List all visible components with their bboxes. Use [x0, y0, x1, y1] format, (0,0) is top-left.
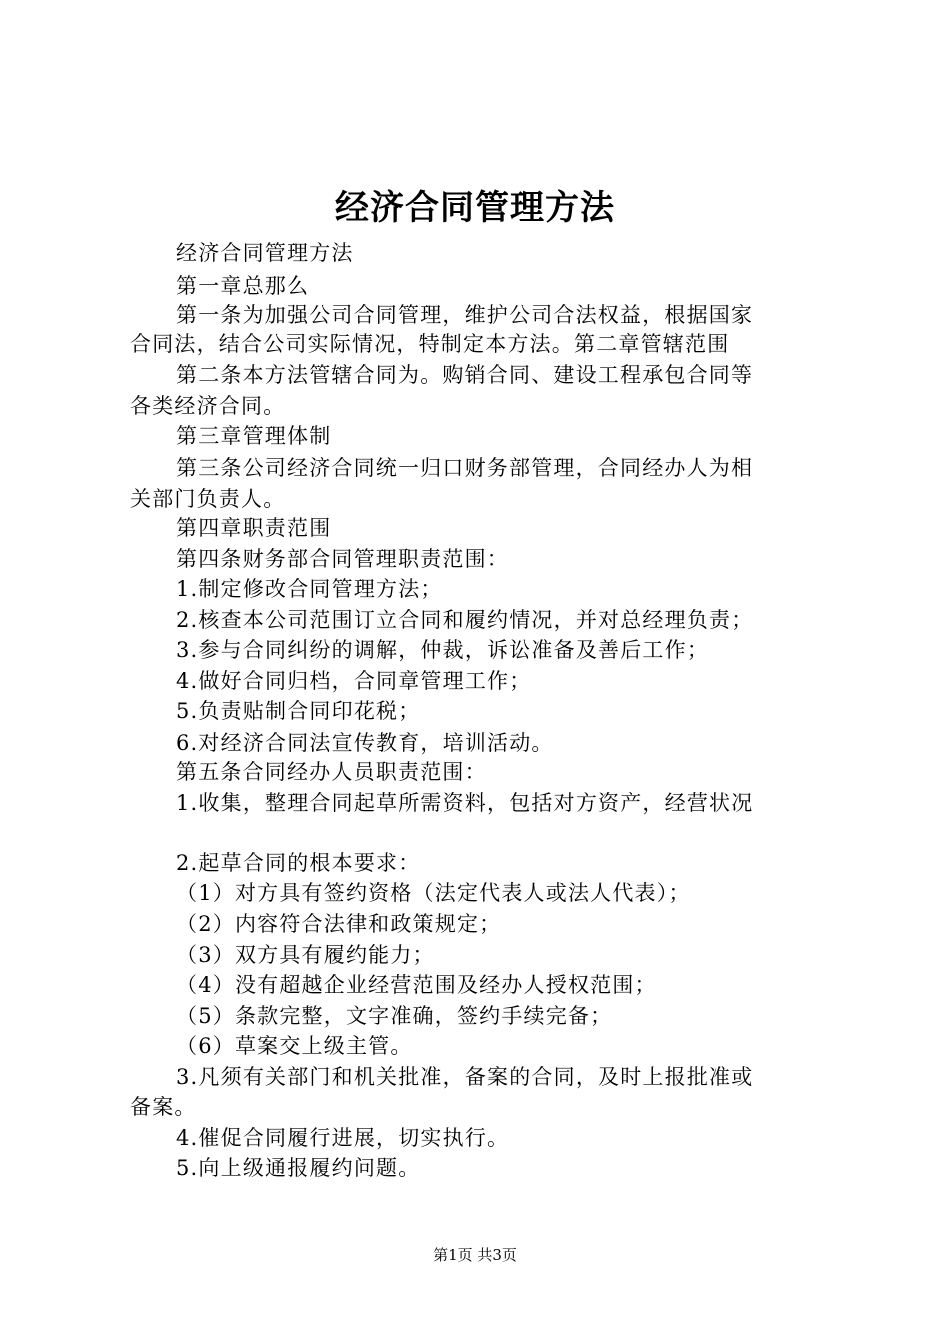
text-line: 各类经济合同。	[130, 394, 286, 418]
text-line: 第二条本方法管辖合同为。购销合同、建设工程承包合同等	[176, 363, 754, 387]
text-line: 第三条公司经济合同统一归口财务部管理，合同经办人为相	[176, 456, 754, 480]
text-line: 1.收集，整理合同起草所需资料，包括对方资产，经营状况	[176, 791, 754, 815]
text-line: （5）条款完整，文字准确，签约手续完备；	[176, 1004, 613, 1028]
text-line: 第四章职责范围	[176, 516, 332, 540]
text-line: 2.起草合同的根本要求：	[176, 851, 421, 875]
text-line: 第一章总那么	[176, 274, 310, 298]
text-line: 备案。	[130, 1095, 197, 1119]
text-line: 5.负责贴制合同印花税；	[176, 699, 421, 723]
document-title: 经济合同管理方法	[335, 188, 615, 228]
text-line: 4.催促合同履行进展，切实执行。	[176, 1126, 510, 1150]
text-line: 关部门负责人。	[130, 487, 286, 511]
text-line: （2）内容符合法律和政策规定；	[176, 912, 502, 936]
page-number: 第1页 共3页	[433, 1246, 517, 1264]
text-line: 3.凡须有关部门和机关批准，备案的合同，及时上报批准或	[176, 1065, 754, 1089]
text-line: （3）双方具有履约能力；	[176, 943, 435, 967]
text-line: 经济合同管理方法	[176, 241, 354, 265]
text-line: （6）草案交上级主管。	[176, 1034, 413, 1058]
text-line: （4）没有超越企业经营范围及经办人授权范围；	[176, 973, 657, 997]
text-line: 第一条为加强公司合同管理，维护公司合法权益，根据国家	[176, 303, 754, 327]
text-line: 合同法，结合公司实际情况，特制定本方法。第二章管辖范围	[130, 332, 730, 356]
text-line: 第五条合同经办人员职责范围：	[176, 760, 487, 784]
text-line: （1）对方具有签约资格（法定代表人或法人代表）；	[176, 881, 691, 905]
text-line: 3.参与合同纠纷的调解，仲裁，诉讼准备及善后工作；	[176, 638, 710, 662]
text-line: 1.制定修改合同管理方法；	[176, 577, 443, 601]
text-line: 6.对经济合同法宣传教育，培训活动。	[176, 731, 554, 755]
text-line: 第三章管理体制	[176, 424, 332, 448]
text-line: 5.向上级通报履约问题。	[176, 1156, 421, 1180]
text-line: 2.核查本公司范围订立合同和履约情况，并对总经理负责；	[176, 608, 754, 632]
text-line: 4.做好合同归档，合同章管理工作；	[176, 669, 532, 693]
text-line: 第四条财务部合同管理职责范围：	[176, 547, 509, 571]
